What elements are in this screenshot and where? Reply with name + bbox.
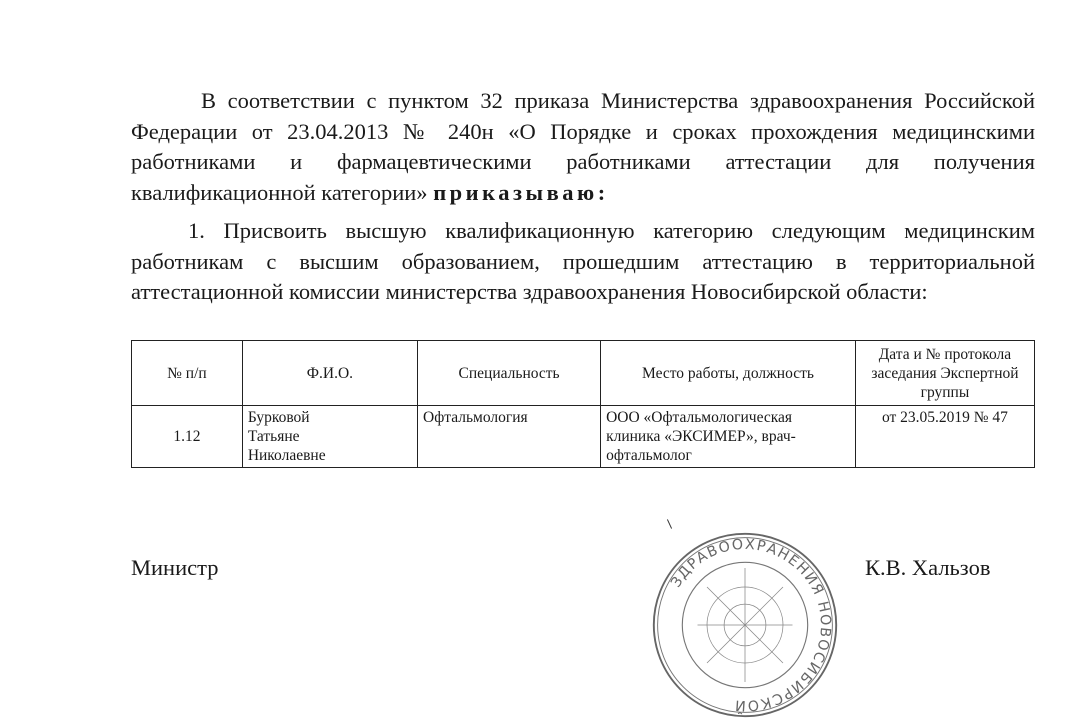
- row-fio: [242, 406, 417, 468]
- header-specialty: Специальность: [418, 341, 601, 406]
- header-fio: Ф.И.О.: [242, 341, 417, 406]
- seal-text: ЗДРАВООХРАНЕНИЯ НОВОСИБИРСКОЙ: [668, 536, 834, 714]
- row-number: 1.12: [132, 406, 243, 468]
- row-workplace: ООО «Офтальмологическая клиника «ЭКСИМЕР», врач-офтальмолог: [601, 406, 856, 468]
- scan-mark: [667, 519, 672, 528]
- preamble-paragraph: [131, 86, 1035, 208]
- signature-name: К.В. Хальзов: [865, 555, 991, 580]
- fio-surname: Бурковой: [247, 409, 310, 426]
- row-specialty: Офтальмология: [418, 406, 601, 468]
- official-seal-icon: [650, 530, 840, 720]
- table-row: [132, 406, 1035, 468]
- preamble-text: В соответствии с пунктом 32 приказа Министерства здравоохранения Российской Федерации от 23.04.2013 № 240н «О Порядке и сроках прохождения медицинскими работниками и фармацевтическими работниками аттестации для получения квалификационной категории»: [131, 88, 1035, 205]
- order-keyword: приказываю:: [433, 179, 609, 205]
- header-protocol: Дата и № протокола заседания Экспертной группы: [855, 341, 1034, 406]
- header-workplace: Место работы, должность: [601, 341, 856, 406]
- attestation-table: [131, 340, 1035, 468]
- row-protocol: от 23.05.2019 № 47: [855, 406, 1034, 468]
- fio-patronymic: Николаевне: [247, 447, 326, 464]
- order-item-paragraph: 1. Присвоить высшую квалификационную категорию следующим медицинским работникам с высшим образованием, прошедшим аттестацию в территориальной аттестационной комиссии министерства здравоохранения Новосибирской области:: [131, 218, 1035, 304]
- header-number: № п/п: [132, 341, 243, 406]
- fio-name: Татьяне: [247, 428, 300, 445]
- signature-title: Министр: [131, 555, 219, 580]
- table-header-row: [132, 341, 1035, 406]
